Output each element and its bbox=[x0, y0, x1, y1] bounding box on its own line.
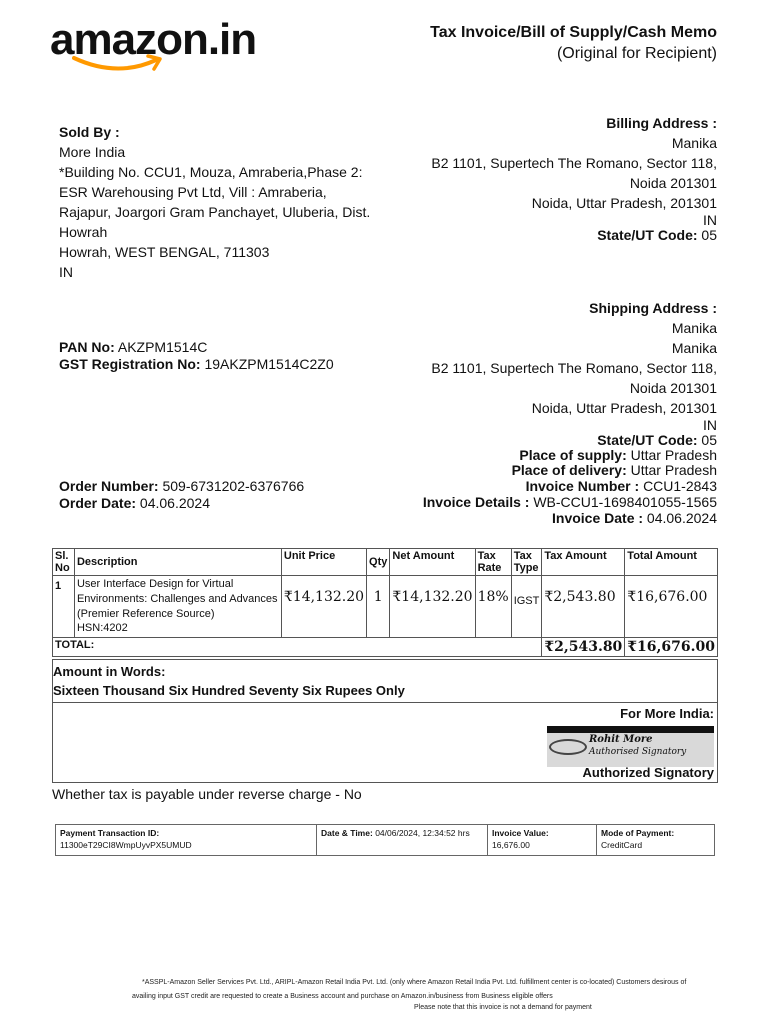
sold-by-line: IN bbox=[59, 264, 73, 280]
payment-table bbox=[55, 824, 715, 856]
billing-line: IN bbox=[703, 212, 717, 228]
authorized-signatory-label: Authorized Signatory bbox=[582, 765, 714, 780]
sold-by-line: *Building No. CCU1, Mouza, Amraberia,Phase 2: bbox=[59, 164, 363, 180]
payment-mode-value: CreditCard bbox=[601, 840, 643, 850]
sold-by-line: Howrah, WEST BENGAL, 711303 bbox=[59, 244, 270, 260]
cell-tax-type: IGST bbox=[511, 576, 542, 638]
shipping-state: State/UT Code: 05 bbox=[597, 432, 717, 448]
logo-text: amazon.in bbox=[50, 15, 257, 64]
col-sl: Sl. No bbox=[53, 549, 75, 576]
col-qty: Qty bbox=[367, 549, 390, 576]
billing-line: Noida, Uttar Pradesh, 201301 bbox=[531, 195, 717, 211]
gst-no: GST Registration No: 19AKZPM1514C2Z0 bbox=[59, 356, 334, 372]
billing-state: State/UT Code: 05 bbox=[597, 227, 717, 243]
col-total-amount: Total Amount bbox=[625, 549, 718, 576]
item-description: User Interface Design for Virtual Environments: Challenges and Advances (Premier Reference Source) bbox=[76, 578, 278, 620]
col-net-amount: Net Amount bbox=[390, 549, 475, 576]
footer-note-2: availing input GST credit are requested to create a Business account and purchase on Amazon.in/business from Business eligible offers bbox=[132, 993, 553, 1000]
amazon-smile-icon bbox=[72, 52, 164, 76]
shipping-address-block bbox=[387, 298, 717, 478]
invoice-details: Invoice Details : WB-CCU1-1698401055-1565 bbox=[422, 494, 717, 510]
place-of-delivery: Place of delivery: Uttar Pradesh bbox=[511, 462, 717, 478]
total-amount: ₹16,676.00 bbox=[625, 638, 718, 657]
billing-address-block bbox=[387, 113, 717, 243]
cell-net-amount: ₹14,132.20 bbox=[390, 576, 475, 638]
order-block bbox=[59, 478, 304, 512]
col-tax-type: Tax Type bbox=[511, 549, 542, 576]
payment-mode-label: Mode of Payment: bbox=[601, 828, 675, 838]
shipping-line: Manika bbox=[671, 320, 717, 336]
item-hsn: HSN:4202 bbox=[76, 622, 128, 634]
footer-note-3: Please note that this invoice is not a demand for payment bbox=[414, 1004, 592, 1011]
total-label: TOTAL: bbox=[53, 638, 542, 657]
shipping-label: Shipping Address : bbox=[589, 300, 717, 316]
sold-by-block bbox=[59, 122, 399, 282]
shipping-line: Manika bbox=[671, 340, 717, 356]
col-unit-price: Unit Price bbox=[281, 549, 366, 576]
amount-in-words-box bbox=[52, 659, 718, 703]
signature-stamp bbox=[547, 726, 714, 767]
table-header-row bbox=[53, 549, 718, 576]
billing-line: B2 1101, Supertech The Romano, Sector 118, bbox=[431, 155, 717, 171]
for-seller-label: For More India: bbox=[620, 706, 714, 721]
payment-value-cell bbox=[488, 825, 597, 856]
cell-sl: 1 bbox=[53, 576, 75, 638]
invoice-title-block bbox=[430, 24, 717, 63]
txn-label: Payment Transaction ID: bbox=[60, 828, 160, 838]
invoice-value-label: Invoice Value: bbox=[492, 828, 549, 838]
col-description: Description bbox=[74, 549, 281, 576]
cell-total-amount: ₹16,676.00 bbox=[625, 576, 718, 638]
cell-description bbox=[74, 576, 281, 638]
col-tax-amount: Tax Amount bbox=[542, 549, 625, 576]
shipping-line: Noida, Uttar Pradesh, 201301 bbox=[531, 400, 717, 416]
cell-tax-amount: ₹2,543.80 bbox=[542, 576, 625, 638]
stamp-seal-icon bbox=[549, 739, 587, 755]
order-date: Order Date: 04.06.2024 bbox=[59, 495, 210, 511]
pan-no: PAN No: AKZPM1514C bbox=[59, 339, 208, 355]
amount-in-words-value: Sixteen Thousand Six Hundred Seventy Six Rupees Only bbox=[53, 683, 405, 698]
billing-line: Manika bbox=[671, 135, 717, 151]
datetime-label: Date & Time: bbox=[321, 828, 373, 838]
place-of-supply: Place of supply: Uttar Pradesh bbox=[519, 447, 717, 463]
invoice-number: Invoice Number : CCU1-2843 bbox=[525, 478, 717, 494]
stamp-name: Rohit More bbox=[589, 734, 653, 745]
sold-by-line: Howrah bbox=[59, 224, 108, 240]
items-table bbox=[52, 548, 718, 657]
cell-tax-rate: 18% bbox=[475, 576, 511, 638]
reverse-charge-note: Whether tax is payable under reverse charge - No bbox=[52, 786, 362, 802]
payment-datetime-cell bbox=[317, 825, 488, 856]
invoice-date: Invoice Date : 04.06.2024 bbox=[552, 510, 717, 526]
total-row bbox=[53, 638, 718, 657]
payment-row bbox=[56, 825, 715, 856]
sold-by-label: Sold By : bbox=[59, 124, 120, 140]
total-tax-amount: ₹2,543.80 bbox=[542, 638, 625, 657]
footer-note-1: *ASSPL-Amazon Seller Services Pvt. Ltd., ARIPL-Amazon Retail India Pvt. Ltd. (only where Amazon Retail India Pvt. Ltd. fulfillment center is co-located) Customers desirous of bbox=[142, 979, 687, 986]
sold-by-line: ESR Warehousing Pvt Ltd, Vill : Amraberia, bbox=[59, 184, 327, 200]
table-row bbox=[53, 576, 718, 638]
invoice-subtitle: (Original for Recipient) bbox=[556, 45, 717, 62]
billing-line: Noida 201301 bbox=[629, 175, 717, 191]
sold-by-line: More India bbox=[59, 144, 126, 160]
payment-mode-cell bbox=[597, 825, 715, 856]
stamp-subtitle: Authorised Signatory bbox=[589, 747, 687, 757]
shipping-line: IN bbox=[703, 417, 717, 433]
invoice-title: Tax Invoice/Bill of Supply/Cash Memo bbox=[430, 24, 717, 41]
invoice-details-block bbox=[423, 478, 717, 526]
signature-box bbox=[52, 701, 718, 783]
shipping-line: B2 1101, Supertech The Romano, Sector 118, bbox=[431, 360, 717, 376]
txn-value: 11300eT29CI8WmpUyvPX5UMUD bbox=[60, 840, 192, 850]
datetime-value: 04/06/2024, 12:34:52 hrs bbox=[375, 828, 470, 838]
payment-txn-cell bbox=[56, 825, 317, 856]
shipping-line: Noida 201301 bbox=[629, 380, 717, 396]
invoice-value: 16,676.00 bbox=[492, 840, 530, 850]
billing-label: Billing Address : bbox=[606, 115, 717, 131]
pan-gst-block bbox=[59, 339, 334, 373]
col-tax-rate: Tax Rate bbox=[475, 549, 511, 576]
amount-in-words-label: Amount in Words: bbox=[53, 664, 166, 679]
cell-unit-price: ₹14,132.20 bbox=[281, 576, 366, 638]
cell-qty: 1 bbox=[367, 576, 390, 638]
order-number: Order Number: 509-6731202-6376766 bbox=[59, 478, 305, 494]
sold-by-line: Rajapur, Joargori Gram Panchayet, Uluberia, Dist. bbox=[59, 204, 371, 220]
